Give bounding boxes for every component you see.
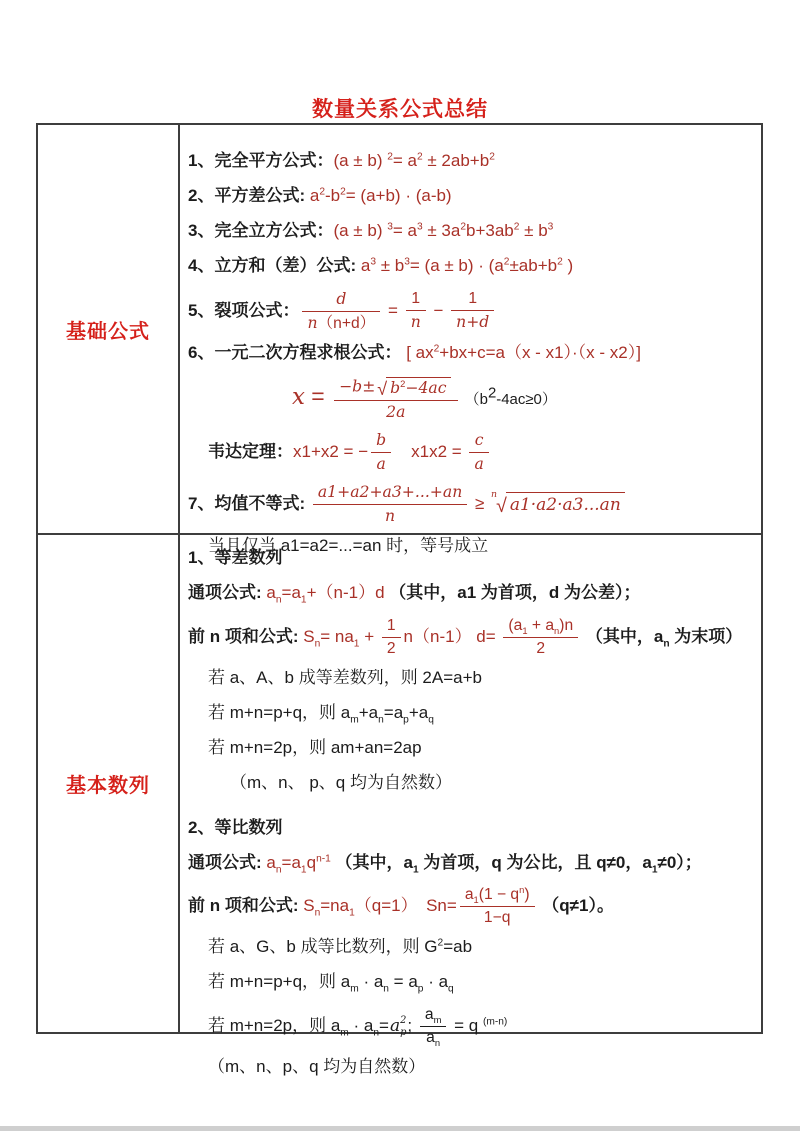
formula-line: 韦达定理：x1+x2 = − $\frac{b}{a}$ x1x2 = $\frac{c}{a}$ (188, 431, 755, 474)
row-content-basic-sequences (180, 535, 761, 1077)
formula-line: 当且仅当 a1=a2=...=an 时，等号成立 (208, 535, 489, 555)
bottom-strip (0, 1126, 800, 1131)
row-label-basic-sequences: 基本数列 (38, 535, 180, 1032)
formula-line: 4、立方和（差）公式: $a^3 \pm b^3= (a \pm b) \cdot (a^2\pm ab+b^2$ ) (188, 255, 574, 275)
formula-line: 6、一元二次方程求根公式： [ $ax^2+bx+c=a(x - x1)\cdot(x - x2)$] (188, 342, 641, 362)
formula-line: 若 a、G、b 成等比数列，则 $G^2=ab$ (208, 937, 473, 957)
formula-line: 前 n 项和公式: $S_n=na_1(q=1)$ Sn= $\frac{a_1(1 - q^n)}{1-q}$ （q≠1）。 (188, 885, 614, 927)
formula-line: 若 m+n=2p，则 $a_m \cdot a_n=$ a 2 p ; $\frac{a_m}{a_n}$ = q $^{(m-n)}$ (208, 1006, 508, 1049)
formula-line: 2、等比数列 (188, 817, 283, 837)
formula-line: 若 m+n=p+q，则 $a_m \cdot a_n = a_p \cdot a_q$ (208, 972, 454, 995)
page-title: 数量关系公式总结 (312, 98, 488, 121)
formula-line: 2、平方差公式: $a^2-b^2= (a+b) \cdot (a-b)$ (188, 185, 452, 205)
table-row-basic-sequences (38, 535, 761, 1077)
formula-line: 若 m+n=2p，则 am+an=2ap (208, 737, 422, 757)
formula-line: 若 m+n=p+q，则 $a_m+a_n=a_p+a_q$ (208, 702, 434, 726)
row-label-basic-formulas: 基础公式 (38, 125, 180, 533)
formula-line: 5、裂项公式： $\frac{d}{n(n+d)}$ = $\frac{1}{n}$ − $\frac{1}{n+d}$ (188, 290, 755, 333)
formula-line: （m、n、 p、q 均为自然数） (230, 772, 452, 792)
formula-line: 1、等差数列 (188, 548, 283, 567)
formula-line: 7、均值不等式: $\frac{a1+a2+a3+...+an}{n}$ ≥ n √ a1·a2·a3...an (188, 483, 755, 526)
formula-line: 前 n 项和公式: $S_n= na_1$ + $\frac{1}{2}$ n（n-1） d= $\frac{(a_1 + a_n)n}{2}$ （其中，$a_n$ 为末项） (188, 616, 743, 657)
formula-line: （m、n、p、q 均为自然数） (208, 1057, 426, 1077)
formula-line: 3、完全立方公式：(a ± b) $^3= a^3 \pm 3a^2b+3ab^2 \pm b^3$ (188, 220, 554, 240)
row-content-basic-formulas (180, 125, 761, 555)
formula-line: 若 a、A、b 成等差数列，则 2A=a+b (208, 667, 482, 687)
formula-table (36, 123, 763, 1077)
formula-line: 通项公式: $a_n=a_1+(n-1)d$ （其中，a1 为首项，d 为公差）； (188, 582, 641, 606)
formula-line: x = −b± √ $b^2-4ac$ 2a $(b^2-4ac\ge 0)$ (292, 376, 557, 421)
formula-line: 1、完全平方公式：(a ± b) $^2= a^2 \pm 2ab+b^2$ (188, 151, 495, 170)
formula-line: 通项公式: $a_n=a_1q^{n-1}$ （其中，$a_1$ 为首项，q 为公比，且 q≠0，$a_1\ne 0$）； (188, 852, 702, 875)
table-row-basic-formulas (38, 125, 761, 555)
